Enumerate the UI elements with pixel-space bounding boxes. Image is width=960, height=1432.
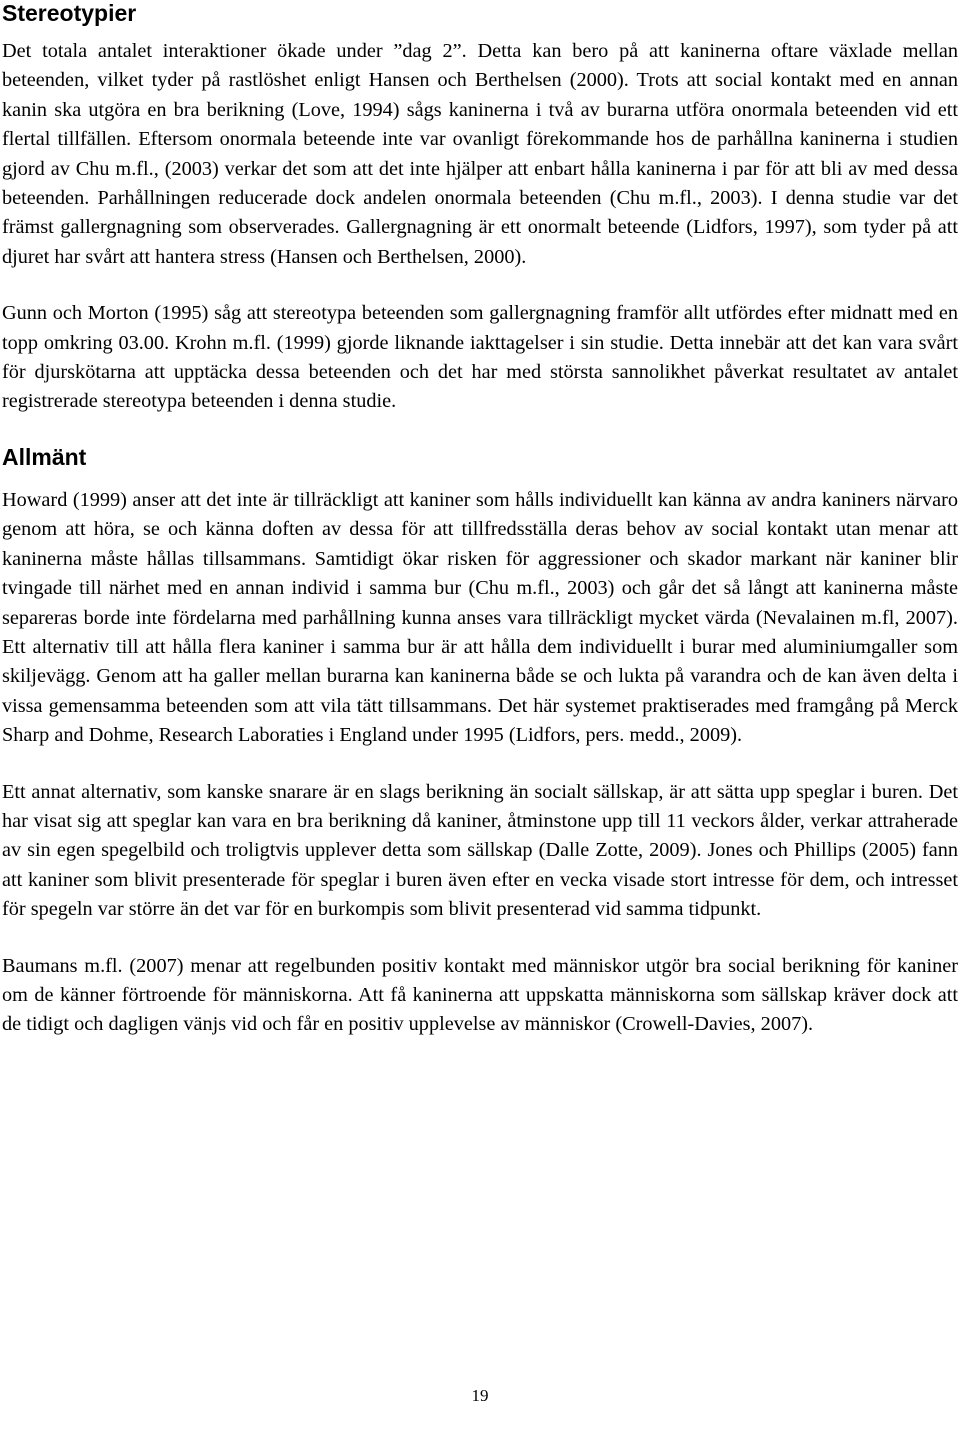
paragraph: Ett annat alternativ, som kanske snarare är en slags berikning än socialt sällskap, är att sätta upp speglar i buren. Det har visat sig att speglar kan vara en bra berikning då kaniner, åtminstone upp till 11 veckors ålder, verkar attraherade av sin egen spegelbild och troligtvis upplever detta som sällskap (Dalle Zotte, 2009). Jones och Phillips (2005) fann att kaniner som blivit presenterade för speglar i buren även efter en vecka visade stort intresse för dem, och intresset för spegeln var större än det var för en burkompis som blivit presenterad vid samma tidpunkt. [2,780,958,921]
section-heading-stereotypier: Stereotypier [2,0,137,26]
document-page [2,0,958,1040]
paragraph: Gunn och Morton (1995) såg att stereotypa beteenden som gallergnagning framför allt utfördes efter midnatt med en topp omkring 03.00. Krohn m.fl. (1999) gjorde liknande iakttagelser i sin studie. Detta innebär att det kan vara svårt för djurskötarna att upptäcka dessa beteenden och det har med största sannolikhet påverkat resultatet av antalet registrerade stereotypa beteenden i denna studie. [2,302,958,413]
paragraph: Baumans m.fl. (2007) menar att regelbunden positiv kontakt med människor utgör bra social berikning för kaniner om de känner förtroende för människorna. Att få kaninerna att uppskatta människorna som sällskap kräver dock att de tidigt och dagligen vänjs vid och får en positiv upplevelse av människor (Crowell-Davies, 2007). [2,954,958,1036]
paragraph: Det totala antalet interaktioner ökade under ”dag 2”. Detta kan bero på att kaninerna oftare växlade mellan beteenden, vilket tyder på rastlöshet enligt Hansen och Berthelsen (2000). Trots att social kontakt med en annan kanin ska utgöra en bra berikning (Love, 1994) sågs kaninerna i två av burarna utföra onormala beteenden vid ett flertal tillfällen. Eftersom onormala beteende inte var ovanligt förekommande hos de parhållna kaninerna i studien gjord av Chu m.fl., (2003) verkar det som att det inte hjälper att enbart hålla kaninerna i par för att bli av med dessa beteenden. Parhållningen reducerade dock andelen onormala beteenden (Chu m.fl., 2003). I denna studie var det främst gallergnagning som observerades. Gallergnagning är ett onormalt beteende (Lidfors, 1997), som tyder på att djuret har svårt att hantera stress (Hansen och Berthelsen, 2000). [2,40,958,268]
paragraph: Howard (1999) anser att det inte är tillräckligt att kaniner som hålls individuellt kan känna av andra kaniners närvaro genom att höra, se och känna doften av dessa för att tillfredsställa deras behov av social kontakt utan menar att kaninerna måste hållas tillsammans. Samtidigt ökar risken för aggressioner och skador markant när kaniner blir tvingade till närhet med en annan individ i samma bur (Chu m.fl., 2003) och går det så långt att kaninerna måste separeras borde inte fördelarna med parhållning kunna anses vara tillräckligt mycket värda (Nevalainen m.fl, 2007). Ett alternativ till att hålla flera kaniner i samma bur är att hålla dem individuellt i burar med aluminiumgaller som skiljevägg. Genom att ha galler mellan burarna kan kaninerna både se och lukta på varandra och de kan även delta i vissa gemensamma beteenden som att vila tätt tillsammans. Det här systemet praktiserades med framgång på Merck Sharp and Dohme, Research Laboraties i England under 1995 (Lidfors, pers. medd., 2009). [2,488,958,747]
page-number: 19 [471,1386,489,1405]
section-heading-allmant: Allmänt [2,443,87,470]
